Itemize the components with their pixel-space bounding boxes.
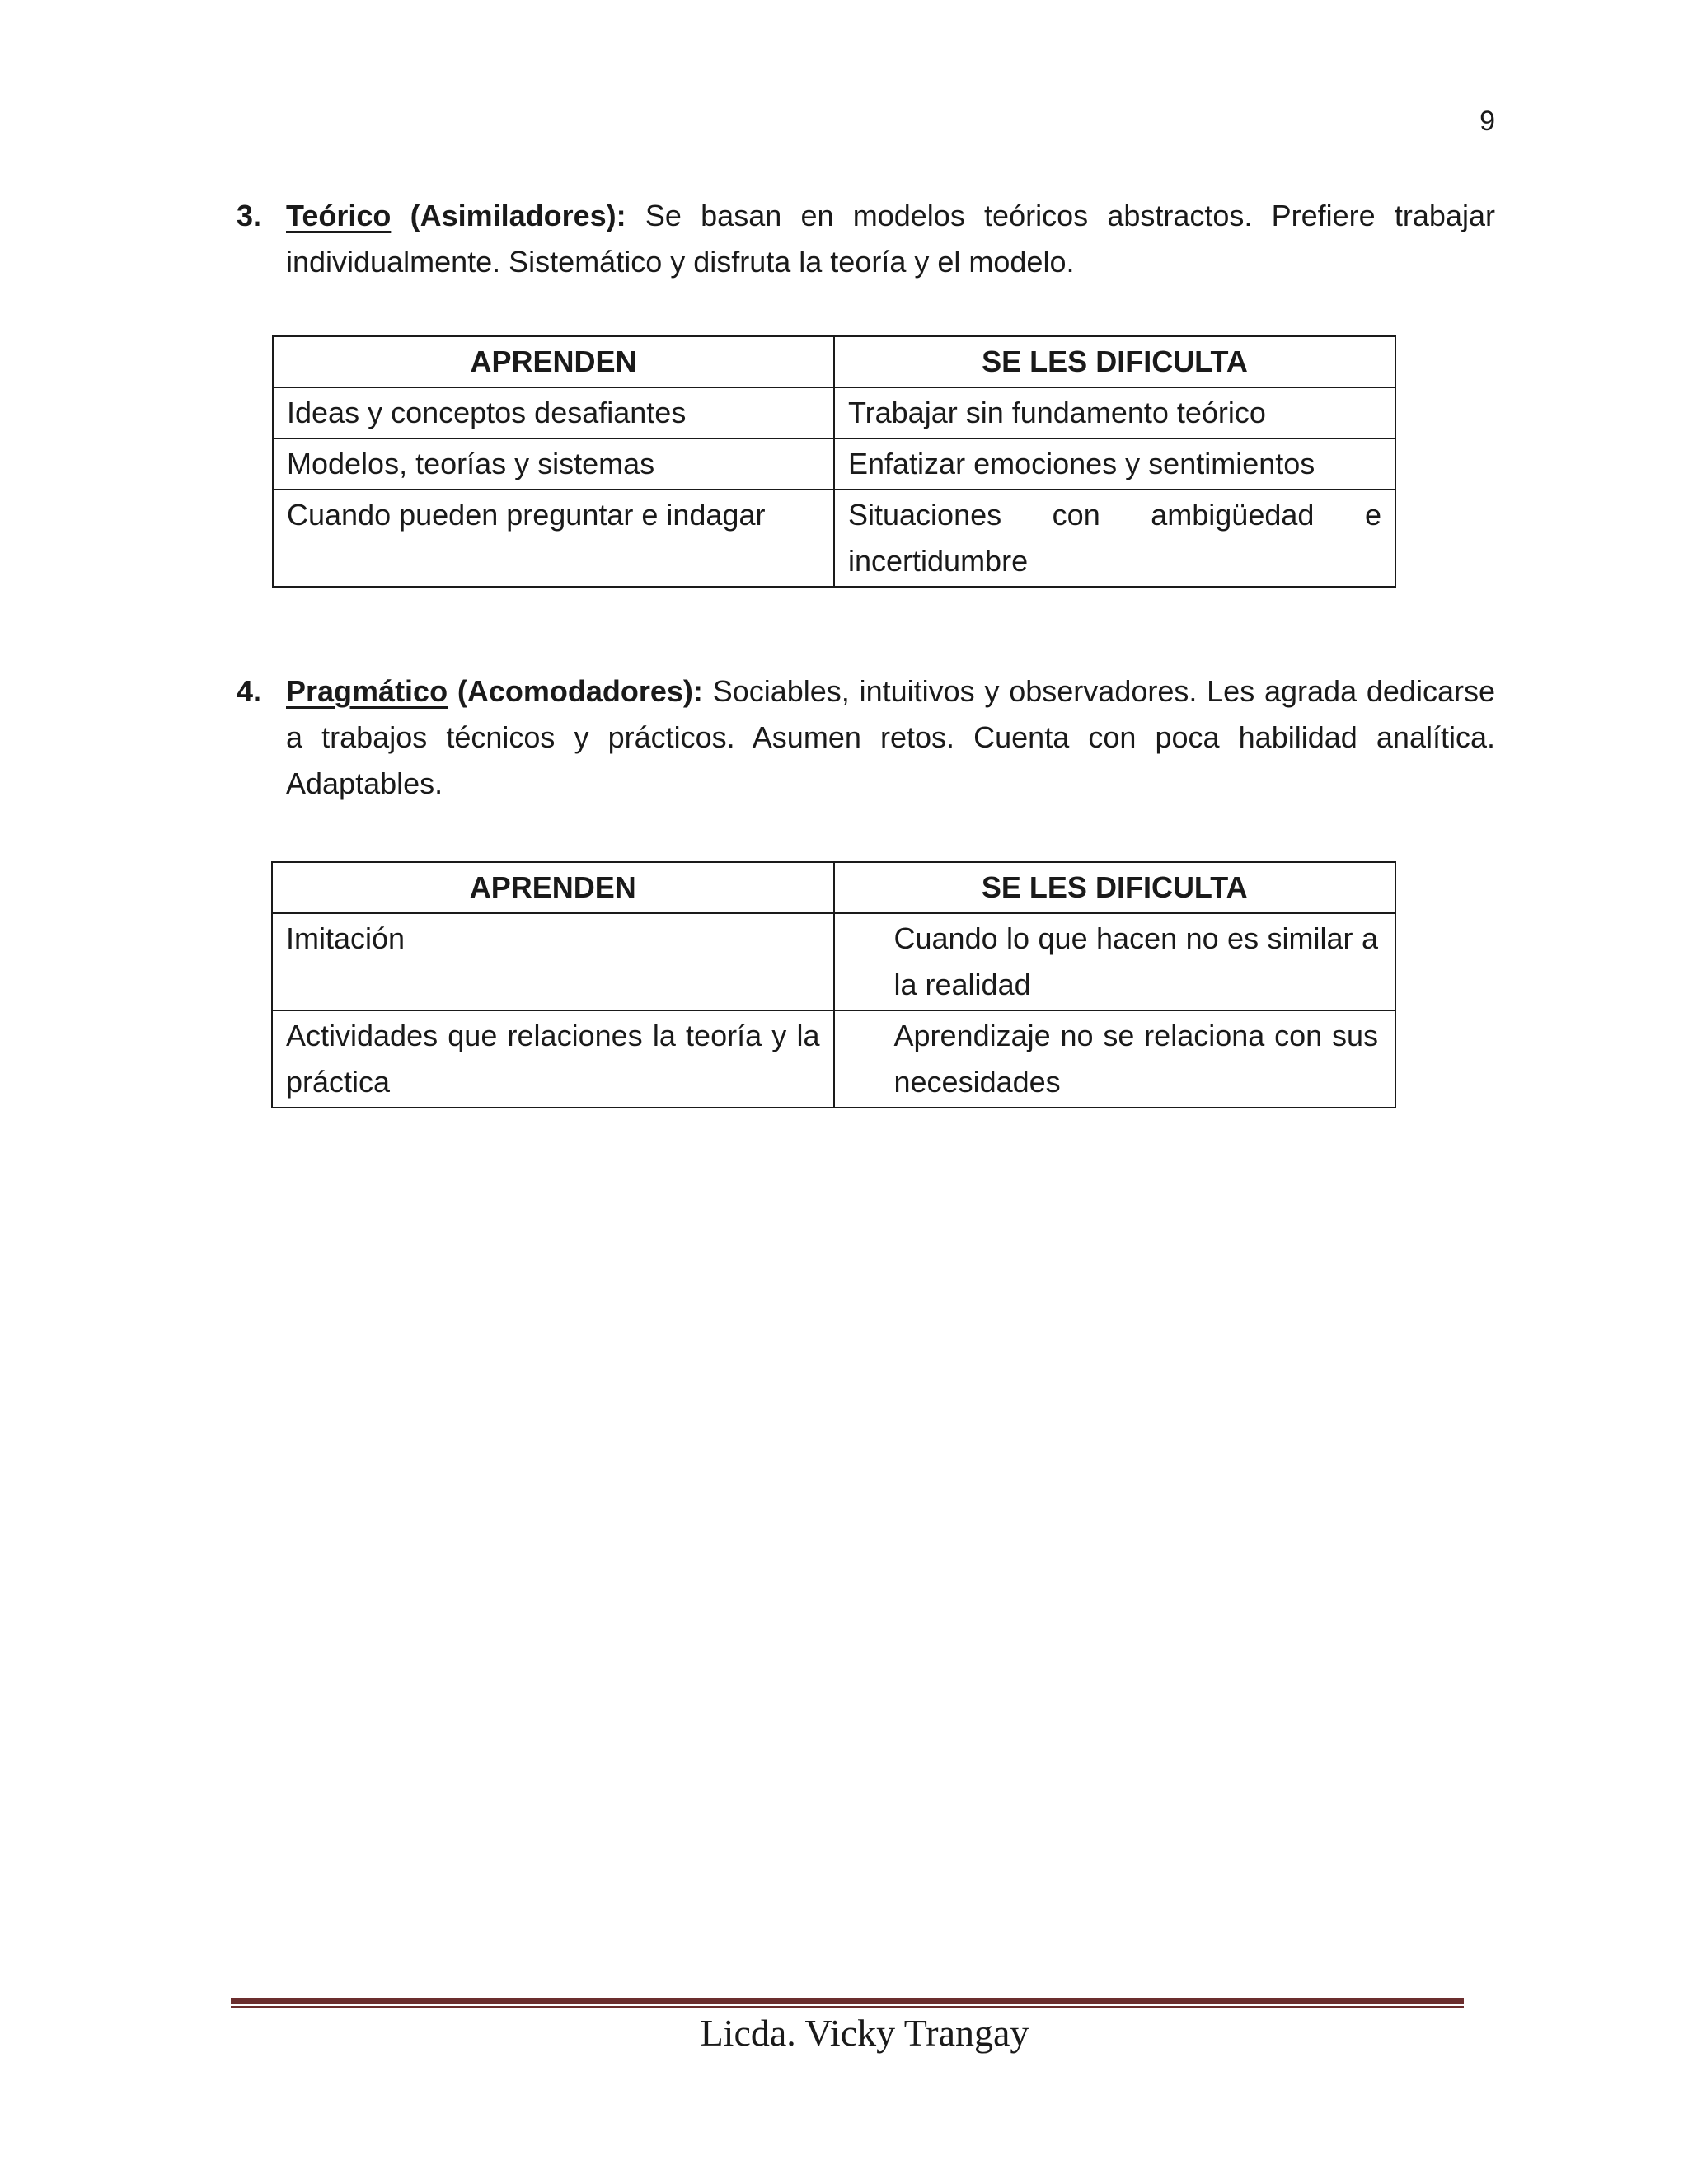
section-paragraph <box>286 668 1495 807</box>
section-teorico <box>237 193 1495 285</box>
table-cell: Situaciones con ambigüedad e incertidumbre <box>834 490 1395 587</box>
section-subtitle: (Acomodadores): <box>457 674 703 708</box>
table-cell: Enfatizar emociones y sentimientos <box>834 438 1395 490</box>
header-aprenden: APRENDEN <box>272 862 834 913</box>
footer-author: Licda. Vicky Trangay <box>700 2012 1029 2054</box>
table-cell: Imitación <box>272 913 834 1010</box>
teorico-table <box>272 335 1396 588</box>
page-number: 9 <box>1479 105 1495 137</box>
table-row <box>273 438 1395 490</box>
section-pragmatico <box>237 668 1495 807</box>
section-body: Sociables, intuitivos y observadores. Les agrada dedicarse a trabajos técnicos y prácticos. Asumen retos. Cuenta con poca habilidad analítica. Adaptables. <box>286 674 1495 800</box>
section-number: 3. <box>237 199 262 232</box>
table-cell: Cuando pueden preguntar e indagar <box>273 490 834 587</box>
footer-rule-thick <box>231 1998 1464 2004</box>
footer-rule <box>231 1998 1464 2008</box>
header-aprenden: APRENDEN <box>273 336 834 387</box>
table-cell: Trabajar sin fundamento teórico <box>834 387 1395 438</box>
table-cell: Actividades que relaciones la teoría y la práctica <box>272 1010 834 1108</box>
table-row <box>273 490 1395 587</box>
footer-rule-thin <box>231 2006 1464 2008</box>
section-subtitle: (Asimiladores): <box>410 199 626 232</box>
table-header-row <box>273 336 1395 387</box>
table-cell: Cuando lo que hacen no es similar a la realidad <box>834 913 1396 1010</box>
table-row <box>272 913 1395 1010</box>
section-number: 4. <box>237 674 262 708</box>
table-row <box>273 387 1395 438</box>
pragmatico-table <box>271 861 1396 1108</box>
table-cell: Modelos, teorías y sistemas <box>273 438 834 490</box>
section-body: Se basan en modelos teóricos abstractos. Prefiere trabajar individualmente. Sistemático y disfruta la teoría y el modelo. <box>286 199 1495 279</box>
header-se-les-dificulta: SE LES DIFICULTA <box>834 862 1396 913</box>
table-cell: Ideas y conceptos desafiantes <box>273 387 834 438</box>
section-paragraph <box>286 193 1495 285</box>
header-se-les-dificulta: SE LES DIFICULTA <box>834 336 1395 387</box>
section-title: Pragmático <box>286 674 448 708</box>
table-header-row <box>272 862 1395 913</box>
section-title: Teórico <box>286 199 392 232</box>
table-cell: Aprendizaje no se relaciona con sus necesidades <box>834 1010 1396 1108</box>
table-row <box>272 1010 1395 1108</box>
